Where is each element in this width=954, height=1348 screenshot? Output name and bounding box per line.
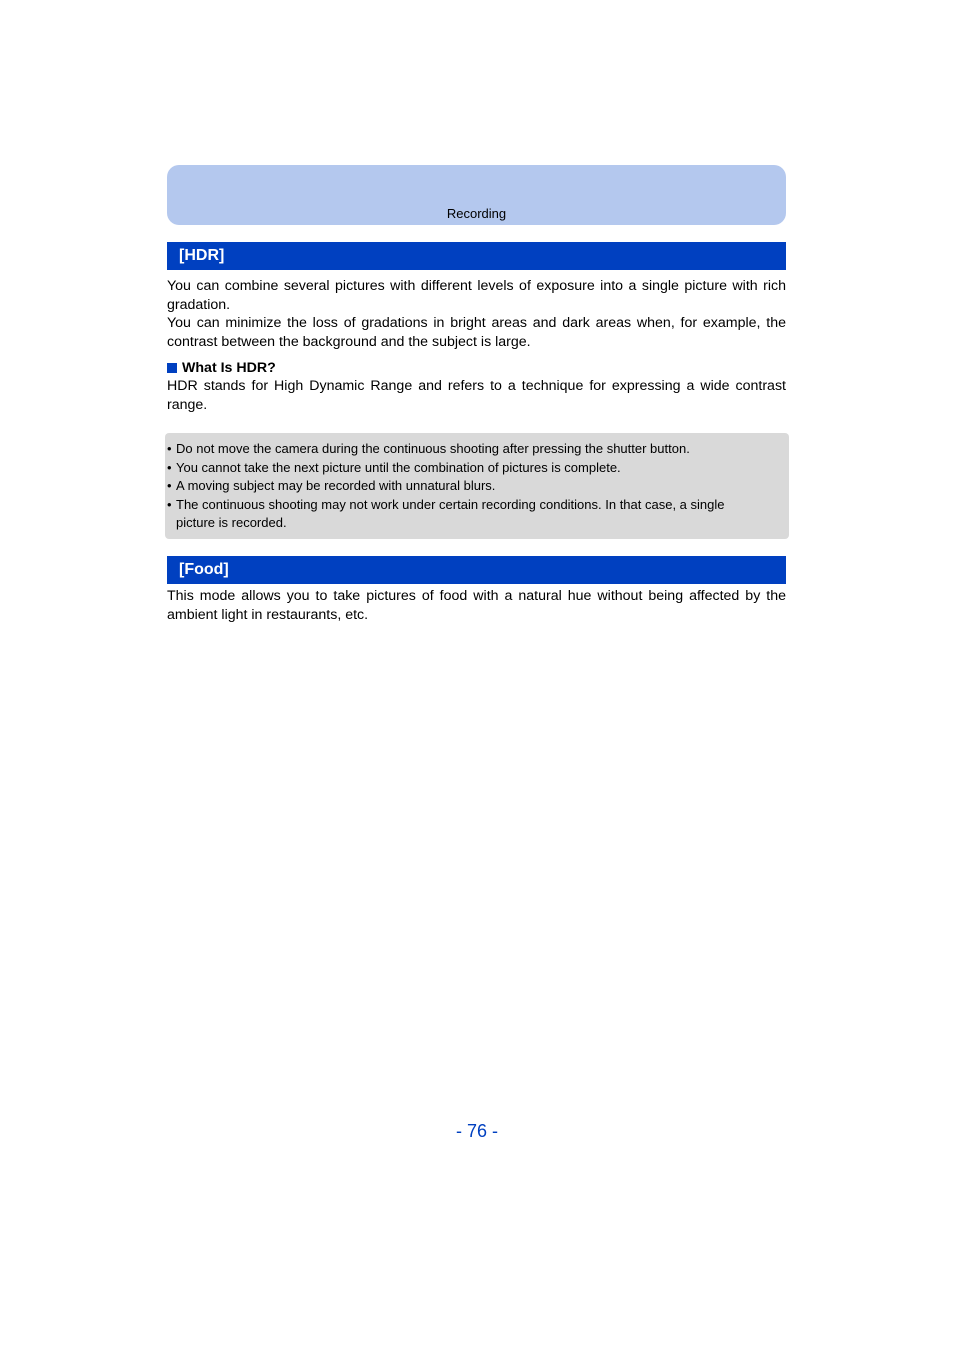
note-item — [167, 459, 789, 478]
chapter-header — [167, 165, 786, 225]
bullet-icon: • — [167, 496, 172, 512]
note-text: picture is recorded. — [176, 515, 287, 531]
what-is-hdr-heading — [167, 359, 276, 377]
note-item — [167, 477, 789, 496]
food-description-line: ambient light in restaurants, etc. — [167, 606, 369, 623]
notes-box — [165, 433, 789, 539]
food-section-title: [Food] — [167, 556, 786, 584]
chapter-label: Recording — [446, 206, 507, 221]
note-text: A moving subject may be recorded with unnatural blurs. — [176, 478, 496, 494]
page-number: - 76 - — [455, 1121, 498, 1141]
hdr-intro — [167, 277, 786, 352]
note-text: You cannot take the next picture until the combination of pictures is complete. — [176, 459, 621, 475]
hdr-definition-line: HDR stands for High Dynamic Range and refers to a technique for expressing a wide contrast — [167, 378, 786, 394]
hdr-section-title: [HDR] — [167, 242, 786, 270]
food-description-line: This mode allows you to take pictures of food with a natural hue without being affected by the — [167, 588, 786, 604]
bullet-icon: • — [167, 459, 172, 475]
note-item — [167, 440, 789, 459]
note-item — [167, 496, 789, 533]
blue-square-icon — [167, 363, 177, 373]
bullet-icon: • — [167, 478, 172, 494]
hdr-intro-line: You can minimize the loss of gradations in bright areas and dark areas when, for example, the — [167, 315, 786, 332]
hdr-definition — [167, 377, 786, 414]
bullet-icon: • — [167, 441, 172, 456]
note-text: Do not move the camera during the continuous shooting after pressing the shutter button. — [176, 441, 690, 456]
what-is-hdr-label: What Is HDR? — [182, 360, 276, 376]
food-description — [167, 587, 786, 624]
hdr-intro-line: gradation. — [167, 296, 231, 313]
note-text: The continuous shooting may not work under certain recording conditions. In that case, a single — [176, 496, 725, 512]
hdr-definition-line: range. — [167, 396, 208, 413]
hdr-intro-line: You can combine several pictures with different levels of exposure into a single picture with rich — [167, 278, 786, 294]
hdr-intro-line: contrast between the background and the subject is large. — [167, 334, 531, 351]
